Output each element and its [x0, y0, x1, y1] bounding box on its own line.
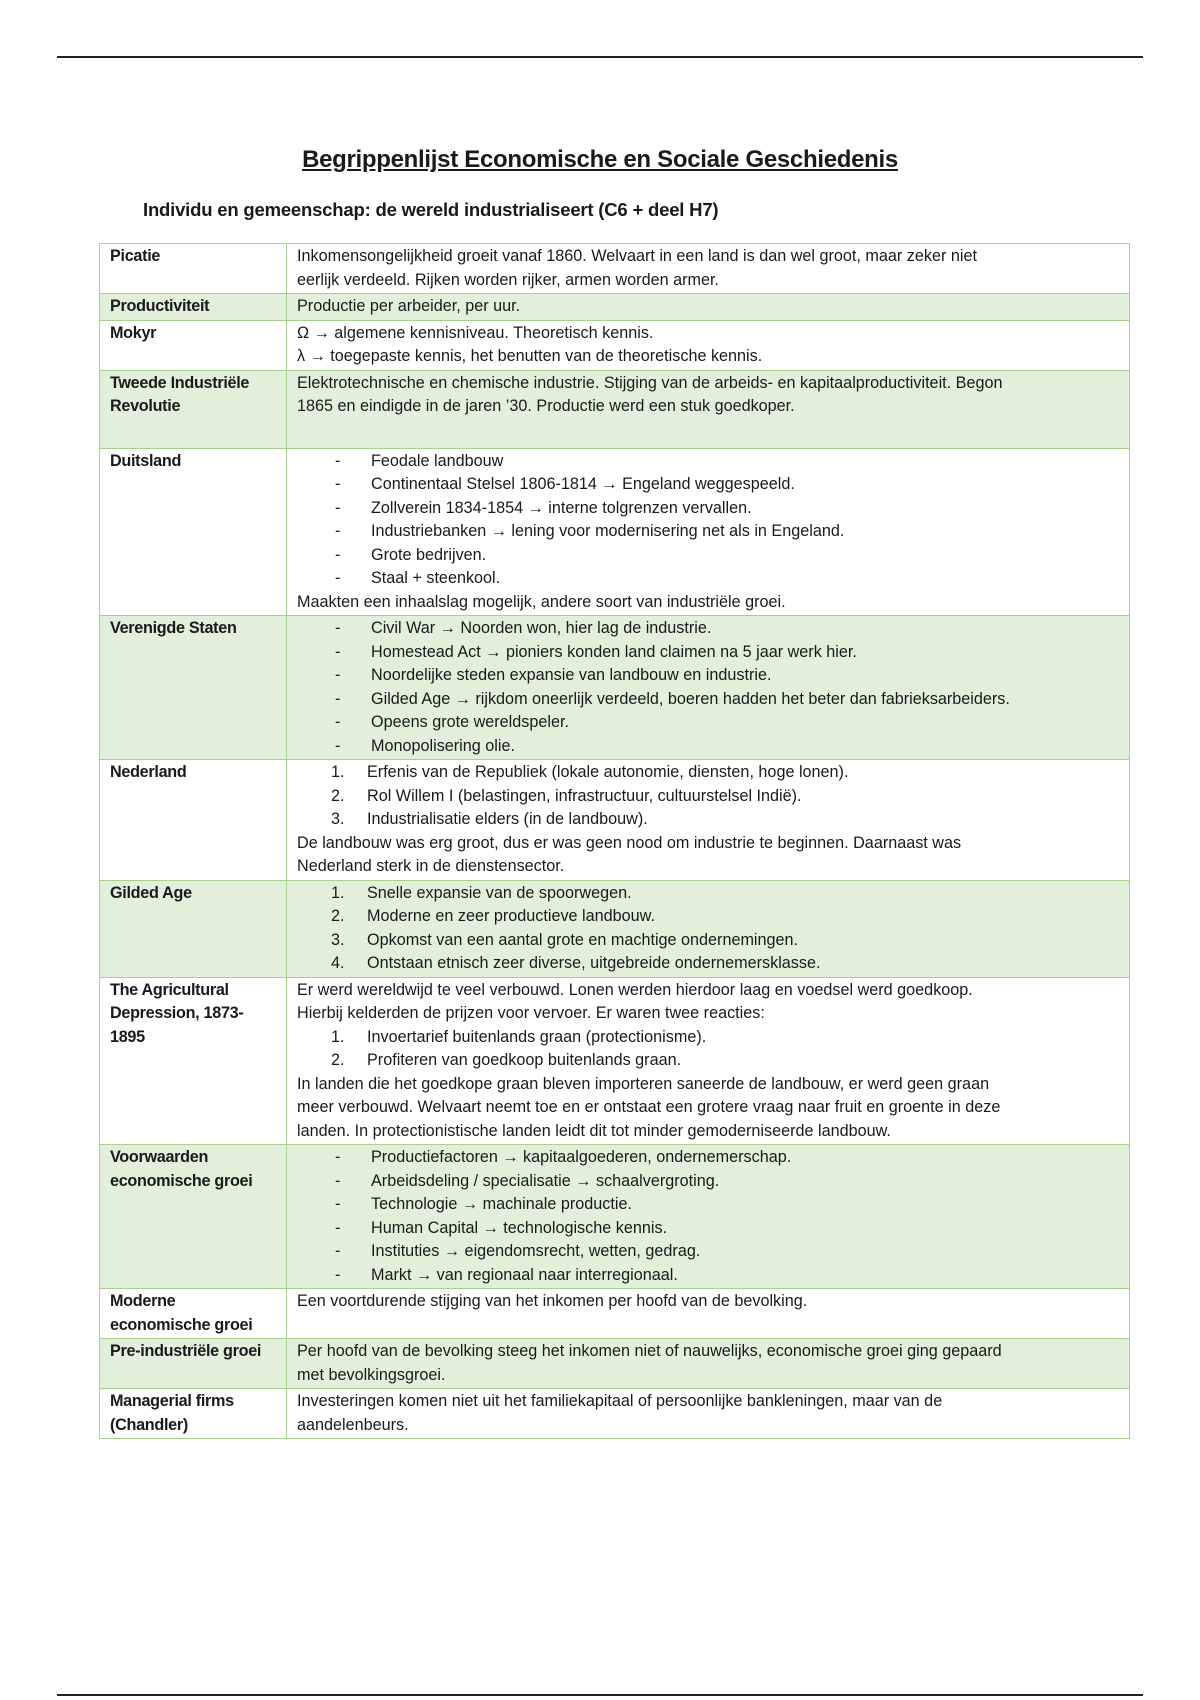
list-item [297, 641, 1121, 665]
list-marker: 2. [331, 907, 345, 925]
list-item [297, 735, 1121, 759]
table-row [100, 370, 1130, 448]
term-cell: Tweede Industriële Revolutie [100, 370, 287, 448]
page-title: Begrippenlijst Economische en Sociale Geschiedenis [302, 146, 898, 173]
list-marker: - [335, 1148, 341, 1166]
table-row [100, 977, 1130, 1145]
list-item-text: Feodale landbouw [371, 451, 504, 470]
list-item [297, 882, 1121, 906]
list-item-text: Monopolisering olie. [371, 736, 515, 755]
glossary-table [99, 243, 1130, 1439]
term-cell: Gilded Age [100, 880, 287, 977]
definition-cell [287, 1145, 1130, 1289]
list-item-text: Civil War → Noorden won, hier lag de industrie. [371, 619, 712, 637]
list-item [297, 450, 1121, 474]
definition-cell [287, 616, 1130, 760]
definition-line: met bevolkingsgroei. [297, 1365, 446, 1384]
list-marker: - [335, 619, 341, 637]
list-marker: - [335, 1218, 341, 1237]
list-item-text: Zollverein 1834-1854 → interne tolgrenzen vervallen. [371, 498, 752, 517]
list-item-text: Industriebanken → lening voor modernisering net als in Engeland. [371, 522, 845, 540]
term-cell: Picatie [100, 244, 287, 294]
list-item-text: Continentaal Stelsel 1806-1814 → Engeland weggespeeld. [371, 475, 795, 493]
list-item [297, 520, 1121, 544]
list-marker: - [335, 522, 341, 540]
list-marker: - [335, 1171, 341, 1190]
list-item [297, 1170, 1121, 1194]
list-item [297, 544, 1121, 568]
term-cell: Pre-industriële groei [100, 1339, 287, 1389]
list-item [297, 567, 1121, 591]
term-cell: Moderne economische groei [100, 1289, 287, 1339]
list-item-text: Industrialisatie elders (in de landbouw). [367, 810, 648, 828]
definition-cell [287, 880, 1130, 977]
section-subtitle: Individu en gemeenschap: de wereld industrialiseert (C6 + deel H7) [143, 199, 719, 220]
list-marker: - [335, 451, 341, 470]
definition-line: λ → toegepaste kennis, het benutten van de theoretische kennis. [297, 347, 763, 365]
table-row [100, 448, 1130, 616]
table-row [100, 1289, 1130, 1339]
list-item-text: Rol Willem I (belastingen, infrastructuur, cultuurstelsel Indië). [367, 786, 802, 805]
list-item-text: Noordelijke steden expansie van landbouw en industrie. [371, 666, 772, 684]
list-item-text: Staal + steenkool. [371, 569, 501, 587]
table-row [100, 760, 1130, 881]
list-marker: - [335, 569, 341, 587]
list-item-text: Snelle expansie van de spoorwegen. [367, 883, 632, 902]
list-item-text: Grote bedrijven. [371, 545, 487, 564]
list-marker: - [335, 666, 341, 684]
list-item-text: Ontstaan etnisch zeer diverse, uitgebreide ondernemersklasse. [367, 954, 821, 972]
list-marker: - [335, 1242, 341, 1260]
definition-line: Nederland sterk in de dienstensector. [297, 857, 565, 875]
definition-line: Per hoofd van de bevolking steeg het inkomen niet of nauwelijks, economische groei ging gepaard [297, 1342, 1002, 1360]
list-item [297, 1026, 1121, 1050]
definition-line: Maakten een inhaalslag mogelijk, andere soort van industriële groei. [297, 592, 786, 611]
definition-cell [287, 448, 1130, 616]
list-item [297, 664, 1121, 688]
list-marker: 2. [331, 1051, 345, 1069]
table-row [100, 1389, 1130, 1439]
table-row [100, 616, 1130, 760]
list-item-text: Productiefactoren → kapitaalgoederen, ondernemerschap. [371, 1148, 792, 1166]
list-item-text: Invoertarief buitenlands graan (protectionisme). [367, 1027, 707, 1046]
definition-cell [287, 1339, 1130, 1389]
definition-line: landen. In protectionistische landen leidt dit tot minder gemoderniseerde landbouw. [297, 1121, 891, 1140]
definition-line: De landbouw was erg groot, dus er was geen nood om industrie te beginnen. Daarnaast was [297, 833, 962, 852]
list-item-text: Technologie → machinale productie. [371, 1195, 632, 1213]
list-marker: - [335, 736, 341, 755]
definition-cell [287, 320, 1130, 370]
list-item [297, 905, 1121, 929]
definition-line: aandelenbeurs. [297, 1415, 409, 1434]
list-marker: - [335, 545, 341, 564]
list-item [297, 1049, 1121, 1073]
term-cell: Duitsland [100, 448, 287, 616]
list-item-text: Erfenis van de Republiek (lokale autonomie, diensten, hoge lonen). [367, 763, 849, 781]
list-marker: - [335, 1195, 341, 1213]
table-row [100, 880, 1130, 977]
list-marker: 1. [331, 763, 345, 781]
header-rule [57, 56, 1143, 58]
definition-line: Investeringen komen niet uit het familiekapitaal of persoonlijke bankleningen, maar van de [297, 1392, 943, 1410]
list-item [297, 497, 1121, 521]
table-row [100, 294, 1130, 321]
list-marker: - [335, 689, 341, 708]
definition-line: 1865 en eindigde in de jaren ’30. Productie werd een stuk goedkoper. [297, 397, 795, 415]
list-item-text: Homestead Act → pioniers konden land claimen na 5 jaar werk hier. [371, 642, 857, 661]
list-item [297, 929, 1121, 953]
definition-cell [287, 760, 1130, 881]
definition-line: Ω → algemene kennisniveau. Theoretisch kennis. [297, 323, 654, 342]
list-item-text: Arbeidsdeling / specialisatie → schaalvergroting. [371, 1171, 720, 1190]
list-item [297, 617, 1121, 641]
definition-cell [287, 370, 1130, 448]
definition-cell [287, 977, 1130, 1145]
list-item [297, 761, 1121, 785]
list-item-text: Gilded Age → rijkdom oneerlijk verdeeld, boeren hadden het beter dan fabrieksarbeiders. [371, 689, 1010, 708]
definition-cell [287, 1289, 1130, 1339]
table-row [100, 1145, 1130, 1289]
list-item [297, 1240, 1121, 1264]
list-marker: - [335, 713, 341, 731]
term-cell: Voorwaarden economische groei [100, 1145, 287, 1289]
list-item [297, 1146, 1121, 1170]
list-item [297, 1193, 1121, 1217]
list-marker: - [335, 475, 341, 493]
definition-line: In landen die het goedkope graan bleven importeren saneerde de landbouw, er werd geen graan [297, 1074, 990, 1093]
list-marker: 1. [331, 883, 345, 902]
list-marker: - [335, 498, 341, 517]
list-item [297, 785, 1121, 809]
term-cell: The Agricultural Depression, 1873-1895 [100, 977, 287, 1145]
list-item-text: Human Capital → technologische kennis. [371, 1218, 668, 1237]
definition-line: meer verbouwd. Welvaart neemt toe en er ontstaat een grotere vraag naar fruit en groente in deze [297, 1098, 1001, 1116]
list-marker: 3. [331, 810, 345, 828]
term-cell: Managerial firms (Chandler) [100, 1389, 287, 1439]
list-item [297, 952, 1121, 976]
table-row [100, 244, 1130, 294]
list-marker: 4. [331, 954, 345, 972]
list-marker: 2. [331, 786, 345, 805]
definition-cell [287, 244, 1130, 294]
list-marker: - [335, 642, 341, 661]
footer-rule [57, 1694, 1143, 1696]
list-item [297, 1264, 1121, 1288]
definition-line: Elektrotechnische en chemische industrie. Stijging van de arbeids- en kapitaalproductiviteit. Begon [297, 373, 1003, 392]
list-item-text: Opkomst van een aantal grote en machtige ondernemingen. [367, 930, 799, 949]
list-item-text: Markt → van regionaal naar interregionaal. [371, 1265, 678, 1284]
definition-line: eerlijk verdeeld. Rijken worden rijker, armen worden armer. [297, 270, 719, 289]
list-item [297, 1217, 1121, 1241]
list-marker: 3. [331, 930, 345, 949]
list-item [297, 808, 1121, 832]
table-row [100, 1339, 1130, 1389]
definition-line: Hierbij kelderden de prijzen voor vervoer. Er waren twee reacties: [297, 1004, 765, 1022]
list-item-text: Instituties → eigendomsrecht, wetten, gedrag. [371, 1242, 701, 1260]
list-marker: 1. [331, 1027, 345, 1046]
term-cell: Nederland [100, 760, 287, 881]
definition-line: Productie per arbeider, per uur. [297, 297, 521, 315]
list-item [297, 688, 1121, 712]
table-row [100, 320, 1130, 370]
list-item-text: Opeens grote wereldspeler. [371, 713, 569, 731]
term-cell: Productiviteit [100, 294, 287, 321]
list-item [297, 711, 1121, 735]
definition-cell [287, 294, 1130, 321]
list-item-text: Moderne en zeer productieve landbouw. [367, 907, 655, 925]
definition-cell [287, 1389, 1130, 1439]
definition-line: Inkomensongelijkheid groeit vanaf 1860. Welvaart in een land is dan wel groot, maar zeker niet [297, 247, 977, 265]
list-item-text: Profiteren van goedkoop buitenlands graan. [367, 1051, 682, 1069]
term-cell: Verenigde Staten [100, 616, 287, 760]
definition-line: Er werd wereldwijd te veel verbouwd. Lonen werden hierdoor laag en voedsel werd goedkoop. [297, 980, 973, 999]
definition-line: Een voortdurende stijging van het inkomen per hoofd van de bevolking. [297, 1292, 808, 1310]
list-marker: - [335, 1265, 341, 1284]
term-cell: Mokyr [100, 320, 287, 370]
list-item [297, 473, 1121, 497]
